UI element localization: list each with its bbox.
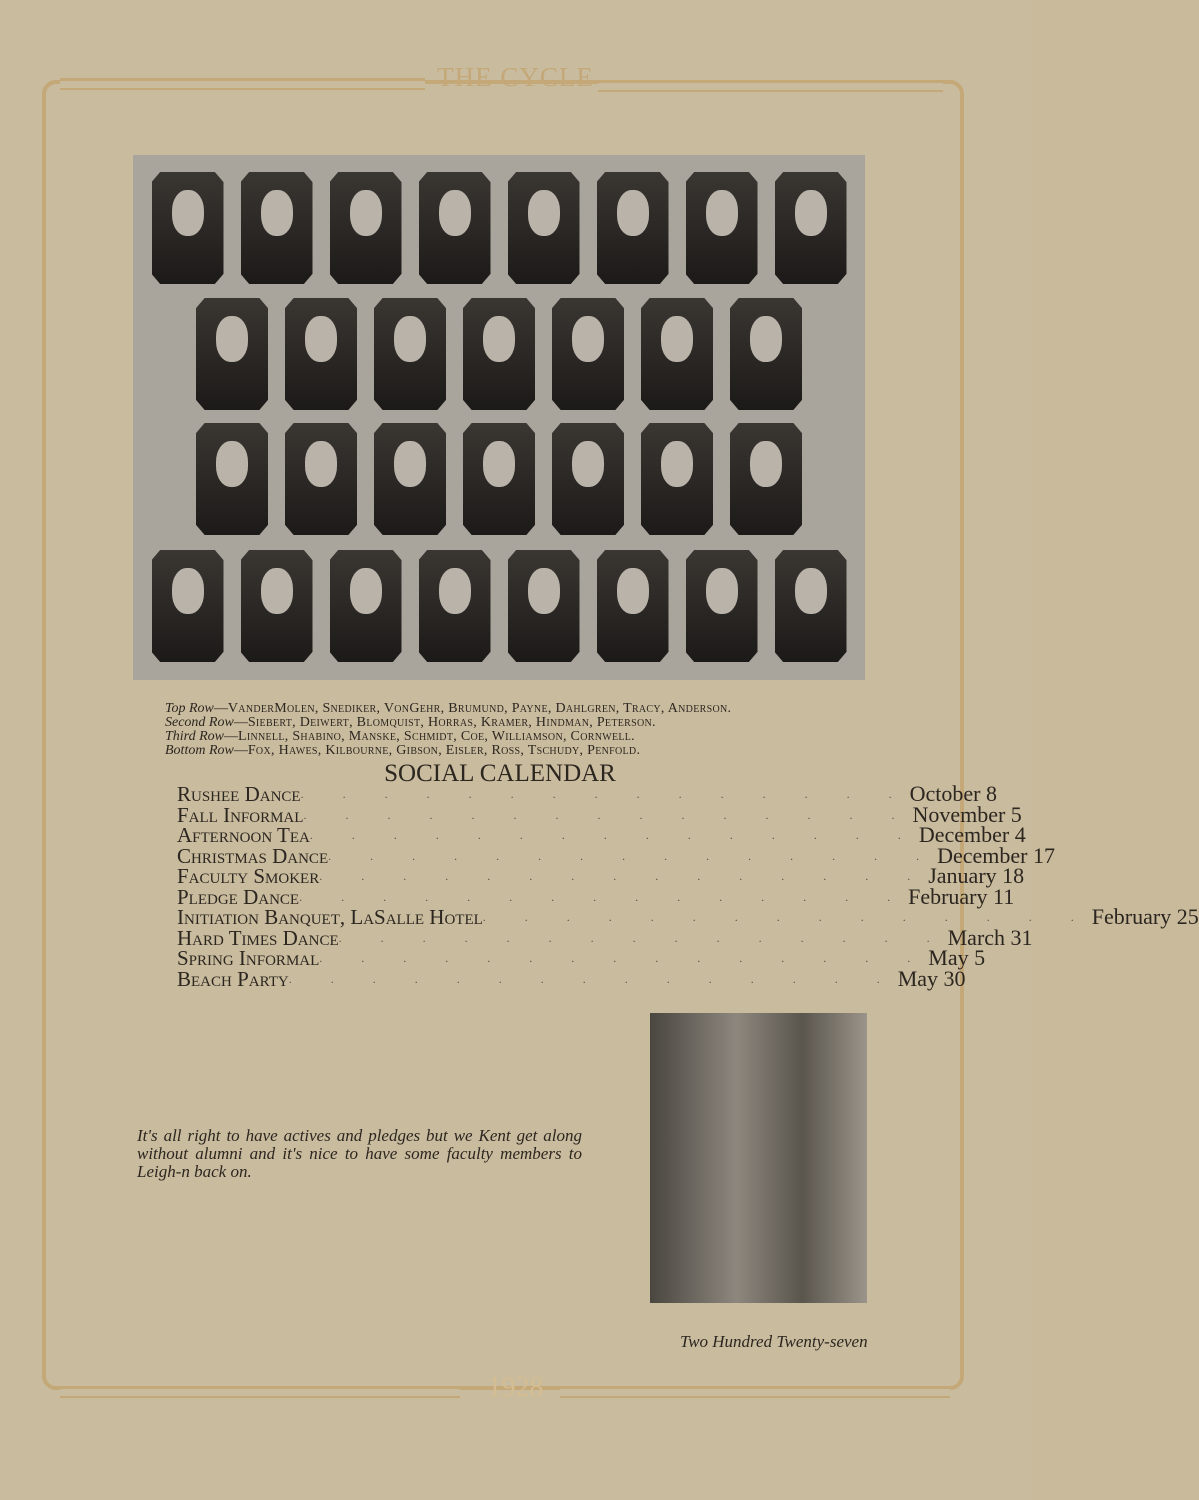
portrait — [374, 423, 446, 535]
portrait-names — [165, 702, 731, 758]
portrait — [152, 172, 224, 284]
portrait-row-third — [133, 423, 865, 535]
dot-leader: . . . . . . . . . . . . . . . — [319, 869, 929, 883]
event-date: February 25 — [1091, 904, 1199, 929]
dot-leader: . . . . . . . . . . . . . . . — [482, 910, 1092, 924]
portrait — [419, 550, 491, 662]
row-label: Bottom Row — [165, 743, 234, 758]
portrait — [330, 172, 402, 284]
event-name: Fall Informal — [177, 802, 304, 827]
event-name: Hard Times Dance — [177, 925, 339, 950]
event-date: May 30 — [897, 965, 966, 991]
calendar-event — [177, 842, 1055, 868]
row-names: Siebert, Deiwert, Blomquist, Horras, Kramer, Hindman, Peterson. — [247, 715, 656, 730]
dot-leader: . . . . . . . . . . . . . . . — [328, 848, 938, 863]
dot-leader: . . . . . . . . . . . . . . . — [299, 889, 909, 904]
portrait — [152, 550, 224, 662]
event-name: Spring Informal — [177, 946, 320, 970]
event-date: December 17 — [937, 842, 1055, 868]
event-date: October 8 — [909, 781, 997, 806]
dot-leader: . . . . . . . . . . . . . . . — [309, 828, 919, 842]
event-name: Beach Party — [177, 966, 289, 991]
dot-leader: . . . . . . . . . . . . . . . — [319, 951, 929, 965]
names-line: Top Row—VanderMolen, Snediker, VonGehr, Brumund, Payne, Dahlgren, Tracy, Anderson. — [165, 701, 732, 716]
portrait — [686, 172, 758, 284]
portrait — [552, 298, 624, 410]
photo-caption: It's all right to have actives and pledges but we Kent get along without alumni and it's nice to have some faculty members to Leigh-n back on. — [137, 1126, 582, 1181]
member-portrait-grid — [133, 155, 865, 680]
portrait — [285, 298, 357, 410]
portrait — [330, 550, 402, 662]
portrait-row-bottom — [133, 550, 865, 662]
row-names: VanderMolen, Snediker, VonGehr, Brumund, Payne, Dahlgren, Tracy, Anderson. — [227, 701, 732, 716]
event-date: March 31 — [947, 924, 1033, 950]
portrait — [641, 298, 713, 410]
year-footer: 1928 — [487, 1372, 544, 1403]
portrait-row-top — [133, 172, 865, 284]
event-name: Christmas Dance — [177, 843, 329, 868]
names-line: Bottom Row—Fox, Hawes, Kilbourne, Gibson, Eisler, Ross, Tschudy, Penfold. — [165, 743, 641, 758]
portrait — [196, 298, 268, 410]
portrait-row-second — [133, 298, 865, 410]
row-names: Fox, Hawes, Kilbourne, Gibson, Eisler, Ross, Tschudy, Penfold. — [247, 743, 641, 758]
faculty-photo — [650, 1013, 867, 1303]
row-label: Top Row — [165, 701, 214, 716]
calendar-event — [177, 965, 966, 991]
calendar-event — [177, 863, 1025, 888]
portrait — [196, 423, 268, 535]
portrait — [241, 550, 313, 662]
row-label: Third Row — [165, 729, 224, 744]
calendar-event — [177, 904, 1199, 929]
dot-leader: . . . . . . . . . . . . . . . — [303, 807, 913, 822]
event-name: Pledge Dance — [177, 884, 300, 909]
portrait — [730, 298, 802, 410]
dot-leader: . . . . . . . . . . . . . . . — [338, 930, 948, 945]
portrait — [597, 172, 669, 284]
calendar-event — [177, 883, 1015, 909]
names-line: Third Row—Linnell, Shabino, Manske, Schmidt, Coe, Williamson, Cornwell. — [165, 729, 635, 744]
portrait — [730, 423, 802, 535]
calendar-event — [177, 924, 1033, 950]
event-date: January 18 — [928, 863, 1025, 888]
portrait — [552, 423, 624, 535]
event-name: Afternoon Tea — [177, 823, 310, 847]
dot-leader: . . . . . . . . . . . . . . . — [300, 787, 910, 801]
event-date: November 5 — [912, 801, 1022, 827]
portrait — [775, 172, 847, 284]
portrait — [641, 423, 713, 535]
portrait — [463, 423, 535, 535]
portrait — [775, 550, 847, 662]
calendar-event — [177, 822, 1026, 847]
portrait — [597, 550, 669, 662]
event-date: February 11 — [908, 883, 1015, 909]
social-calendar — [177, 781, 1199, 991]
dot-leader: . . . . . . . . . . . . . . . — [288, 971, 898, 986]
event-name: Faculty Smoker — [177, 864, 320, 888]
portrait — [419, 172, 491, 284]
portrait — [374, 298, 446, 410]
portrait — [686, 550, 758, 662]
event-date: December 4 — [918, 822, 1026, 847]
calendar-event — [177, 801, 1022, 827]
portrait — [508, 172, 580, 284]
portrait — [241, 172, 313, 284]
event-name: Initiation Banquet, LaSalle Hotel — [177, 905, 483, 929]
calendar-event — [177, 945, 986, 970]
calendar-title: SOCIAL CALENDAR — [384, 760, 616, 787]
row-label: Second Row — [165, 715, 234, 730]
event-date: May 5 — [928, 945, 986, 970]
event-name: Rushee Dance — [177, 782, 301, 806]
portrait — [285, 423, 357, 535]
names-line: Second Row—Siebert, Deiwert, Blomquist, Horras, Kramer, Hindman, Peterson. — [165, 715, 656, 730]
page-number: Two Hundred Twenty-seven — [680, 1332, 868, 1351]
portrait — [508, 550, 580, 662]
running-header: THE CYCLE — [437, 62, 594, 92]
calendar-event — [177, 781, 997, 806]
portrait — [463, 298, 535, 410]
row-names: Linnell, Shabino, Manske, Schmidt, Coe, Williamson, Cornwell. — [238, 729, 635, 744]
